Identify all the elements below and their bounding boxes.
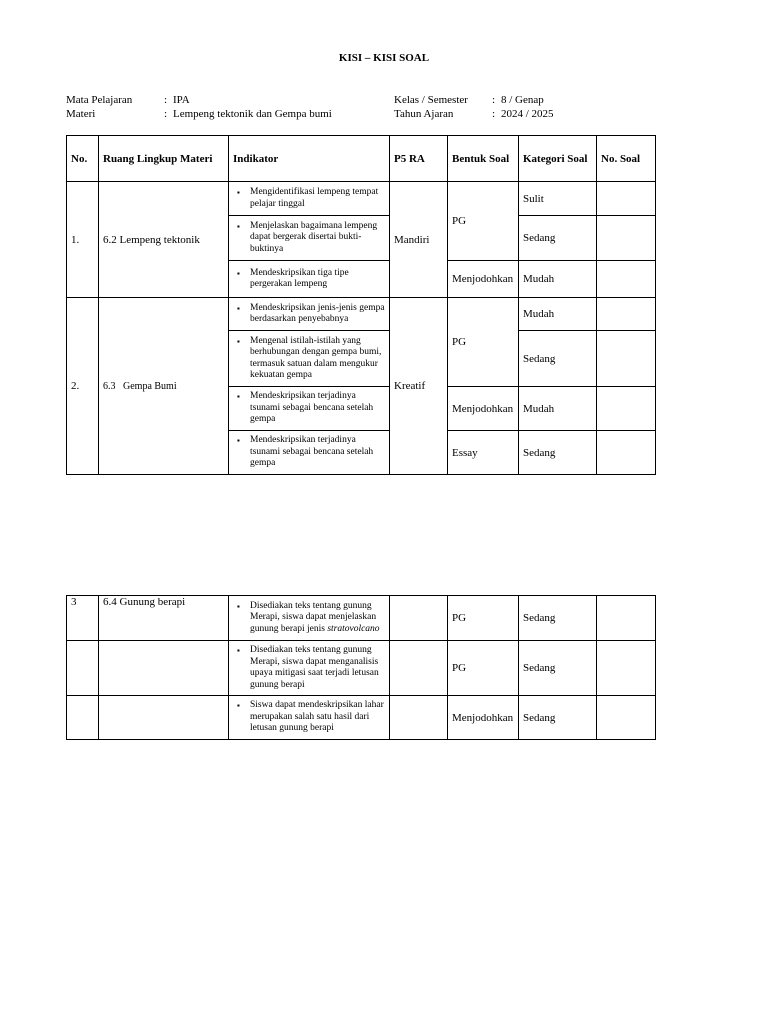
bullet-icon: ▪ [237, 392, 240, 402]
meta-kelas-label: Kelas / Semester [394, 94, 468, 106]
meta-colon: : [492, 94, 496, 106]
row-kategori: Mudah [519, 298, 597, 331]
meta-kelas-value: 8 / Genap [501, 94, 544, 106]
indikator-cell [229, 182, 390, 216]
row-p5ra [390, 596, 448, 641]
row-materi: 6.4 Gunung berapi [99, 596, 229, 641]
row-bentuk: PG [448, 298, 519, 387]
indikator-text: Mengidentifikasi lempeng tempat pelajar tinggal [250, 187, 379, 209]
meta-colon: : [492, 108, 496, 120]
indikator-text: Mendeskripsikan terjadinya tsunami sebagai bencana setelah gempa [250, 391, 374, 425]
header-no: No. [67, 136, 99, 182]
table-row [67, 641, 656, 696]
header-ruang-lingkup: Ruang Lingkup Materi [99, 136, 229, 182]
row-kategori: Sulit [519, 182, 597, 216]
bullet-icon: ▪ [237, 303, 240, 313]
row-kategori: Sedang [519, 431, 597, 475]
bullet-icon: ▪ [237, 601, 240, 611]
row-no-soal [597, 641, 656, 696]
indikator-text: Disediakan teks tentang gunung Merapi, siswa dapat menganalisis upaya mitigasi saat terjadi letusan gunung berapi [250, 645, 379, 690]
document-meta [0, 93, 768, 123]
row-kategori: Sedang [519, 696, 597, 740]
row-no-soal [597, 387, 656, 431]
row-no-soal [597, 216, 656, 261]
header-kategori-soal: Kategori Soal [519, 136, 597, 182]
meta-materi-label: Materi [66, 108, 96, 120]
row-kategori: Sedang [519, 331, 597, 387]
row-p5ra: Mandiri [390, 182, 448, 298]
indikator-cell [229, 298, 390, 331]
kisi-table-main [66, 135, 656, 475]
meta-mapel-label: Mata Pelajaran [66, 94, 133, 106]
row-no-soal [597, 298, 656, 331]
bullet-icon: ▪ [237, 221, 240, 231]
table-row [67, 182, 656, 216]
bullet-icon: ▪ [237, 701, 240, 711]
indikator-text: Mengenal istilah-istilah yang berhubungan dengan gempa bumi, termasuk satuan dalam mengukur kekuatan gempa [250, 335, 382, 380]
bullet-icon: ▪ [237, 268, 240, 278]
row-no-soal [597, 331, 656, 387]
row-materi: 6.3 Gempa Bumi [99, 298, 229, 475]
row-no-soal [597, 261, 656, 298]
row-no-soal [597, 431, 656, 475]
indikator-text: Menjelaskan bagaimana lempeng dapat bergerak disertai bukti-buktinya [250, 220, 378, 254]
row-bentuk: PG [448, 641, 519, 696]
indikator-cell [229, 641, 390, 696]
row-kategori: Sedang [519, 641, 597, 696]
indikator-cell [229, 216, 390, 261]
row-bentuk: Essay [448, 431, 519, 475]
table-row [67, 596, 656, 641]
row-p5ra [390, 641, 448, 696]
row-no-soal [597, 696, 656, 740]
row-materi: 6.2 Lempeng tektonik [99, 182, 229, 298]
table-row [67, 696, 656, 740]
indikator-cell [229, 596, 390, 641]
meta-tahun-value: 2024 / 2025 [501, 108, 554, 120]
row-no [67, 696, 99, 740]
row-bentuk: Menjodohkan [448, 696, 519, 740]
bullet-icon: ▪ [237, 436, 240, 446]
indikator-text: Mendeskripsikan terjadinya tsunami sebagai bencana setelah gempa [250, 435, 374, 469]
header-no-soal: No. Soal [597, 136, 656, 182]
indikator-text: Mendeskripsikan tiga tipe pergerakan lempeng [250, 267, 349, 289]
meta-mapel-value: IPA [173, 94, 190, 106]
table-header-row [67, 136, 656, 182]
indikator-italic-term: stratovolcano [327, 623, 380, 634]
kisi-table-continued [66, 595, 656, 740]
row-kategori: Sedang [519, 216, 597, 261]
header-bentuk-soal: Bentuk Soal [448, 136, 519, 182]
indikator-cell [229, 696, 390, 740]
row-no [67, 641, 99, 696]
row-materi [99, 696, 229, 740]
row-bentuk: Menjodohkan [448, 261, 519, 298]
meta-colon: : [164, 108, 168, 120]
document-title: KISI – KISI SOAL [338, 52, 430, 64]
row-kategori: Mudah [519, 261, 597, 298]
row-no-soal [597, 182, 656, 216]
indikator-cell [229, 331, 390, 387]
row-no: 1. [67, 182, 99, 298]
meta-tahun-label: Tahun Ajaran [394, 108, 454, 120]
row-bentuk: PG [448, 596, 519, 641]
bullet-icon: ▪ [237, 188, 240, 197]
indikator-text: Siswa dapat mendeskripsikan lahar merupakan salah satu hasil dari letusan gunung berapi [250, 700, 384, 734]
row-no-soal [597, 596, 656, 641]
row-kategori: Sedang [519, 596, 597, 641]
row-bentuk: Menjodohkan [448, 387, 519, 431]
indikator-cell [229, 261, 390, 298]
indikator-cell [229, 387, 390, 431]
bullet-icon: ▪ [237, 646, 240, 655]
row-p5ra [390, 696, 448, 740]
table-row [67, 298, 656, 331]
row-kategori: Mudah [519, 387, 597, 431]
bullet-icon: ▪ [237, 336, 240, 346]
meta-materi-value: Lempeng tektonik dan Gempa bumi [173, 108, 332, 120]
row-no: 2. [67, 298, 99, 475]
row-bentuk: PG [448, 182, 519, 261]
header-p5ra: P5 RA [390, 136, 448, 182]
meta-colon: : [164, 94, 168, 106]
row-p5ra: Kreatif [390, 298, 448, 475]
indikator-cell [229, 431, 390, 475]
header-indikator: Indikator [229, 136, 390, 182]
indikator-text: Mendeskripsikan jenis-jenis gempa berdasarkan penyebabnya [250, 302, 385, 324]
indikator-text: Disediakan teks tentang gunung Merapi, siswa dapat menjelaskan gunung berapi jenis [250, 600, 377, 634]
row-materi [99, 641, 229, 696]
row-no: 3 [67, 596, 99, 641]
